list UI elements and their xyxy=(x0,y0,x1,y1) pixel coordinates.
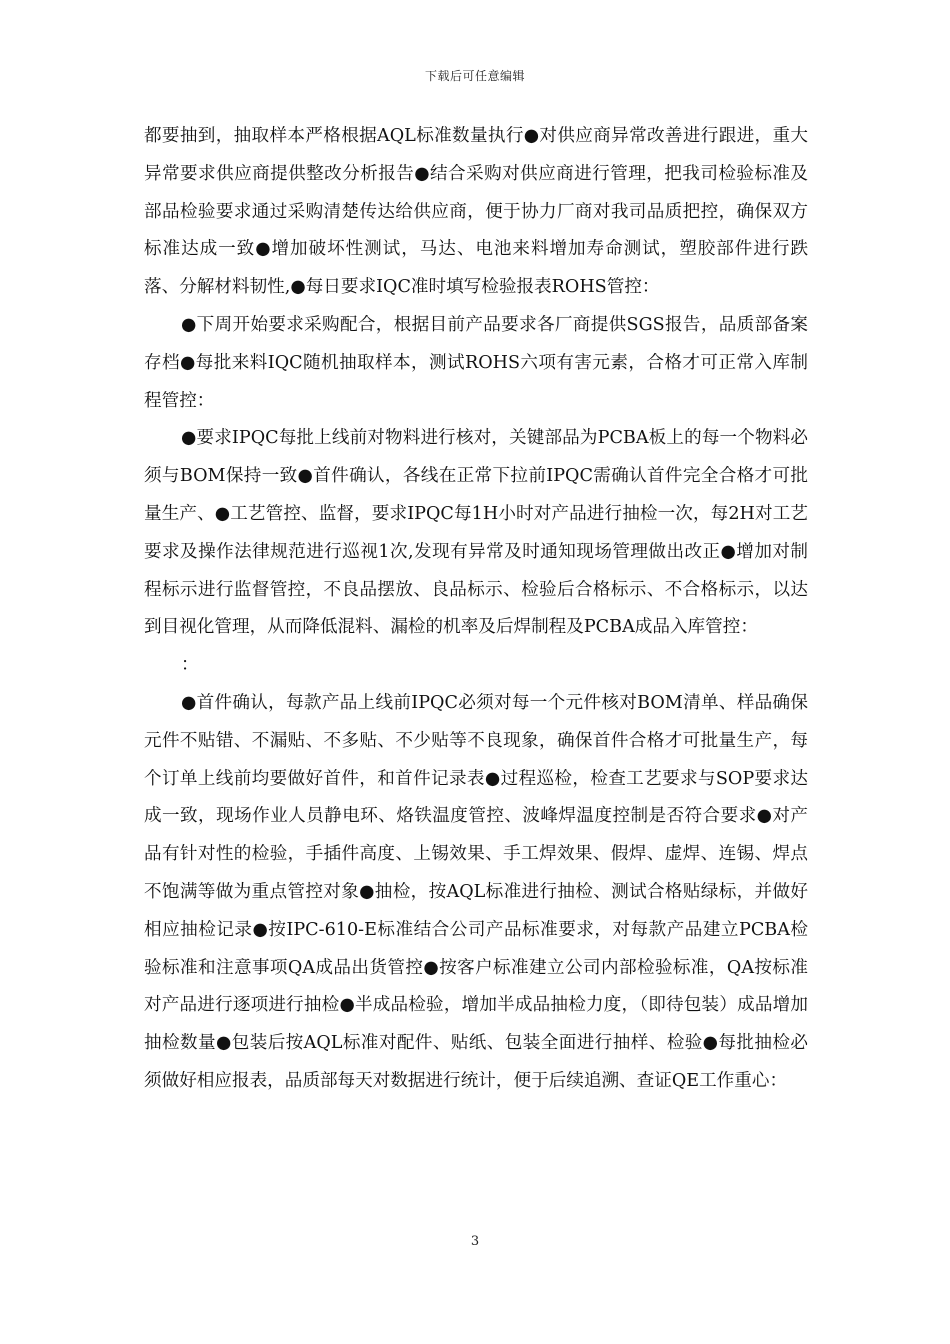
page-number: 3 xyxy=(470,1234,480,1249)
page-header: 下载后可任意编辑 xyxy=(424,69,525,83)
paragraph-supplier-management: 都要抽到，抽取样本严格根据AQL标准数量执行●对供应商异常改善进行跟进，重大异常要求供应商提供整改分析报告●结合采购对供应商进行管理，把我司检验标准及部品检验要求通过采购清楚传达给供应商，便于协力厂商对我司品质把控，确保双方标准达成一致●增加破坏性测试，马达、电池来料增加寿命测试，塑胶部件进行跌落、分解材料韧性,●每日要求IQC准时填写检验报表ROHS管控： xyxy=(144,126,808,298)
paragraph-rohs-control: ●下周开始要求采购配合，根据目前产品要求各厂商提供SGS报告，品质部备案存档●每批来料IQC随机抽取样本，测试ROHS六项有害元素，合格才可正常入库制程管控： xyxy=(144,314,808,411)
paragraph-colon: ： xyxy=(181,655,199,676)
paragraph-first-article-inspection: ●首件确认，每款产品上线前IPQC必须对每一个元件核对BOM清单、样品确保元件不贴错、不漏贴、不多贴、不少贴等不良现象，确保首件合格才可批量生产，每个订单上线前均要做好首件，和首件记录表●过程巡检，检查工艺要求与SOP要求达成一致，现场作业人员静电环、烙铁温度管控、波峰焊温度控制是否符合要求●对产品有针对性的检验，手插件高度、上锡效果、手工焊效果、假焊、虚焊、连锡、焊点不饱满等做为重点管控对象●抽检，按AQL标准进行抽检、测试合格贴绿标，并做好相应抽检记录●按IPC-610-E标准结合公司产品标准要求，对每款产品建立PCBA检验标准和注意事项QA成品出货管控●按客户标准建立公司内部检验标准，QA按标准对产品进行逐项进行抽检●半成品检验，增加半成品抽检力度，（即待包装）成品增加抽检数量●包装后按AQL标准对配件、贴纸、包装全面进行抽样、检验●每批抽检必须做好相应报表，品质部每天对数据进行统计，便于后续追溯、查证QE工作重心： xyxy=(144,692,808,1091)
paragraph-process-control: ●要求IPQC每批上线前对物料进行核对，关键部品为PCBA板上的每一个物料必须与BOM保持一致●首件确认，各线在正常下拉前IPQC需确认首件完全合格才可批量生产、●工艺管控、监督，要求IPQC每1H小时对产品进行抽检一次，每2H对工艺要求及操作法律规范进行巡视1次,发现有异常及时通知现场管理做出改正●增加对制程标示进行监督管控，不良品摆放、良品标示、检验后合格标示、不合格标示，以达到目视化管理，从而降低混料、漏检的机率及后焊制程及PCBA成品入库管控： xyxy=(144,428,808,638)
document-body xyxy=(144,118,808,1101)
